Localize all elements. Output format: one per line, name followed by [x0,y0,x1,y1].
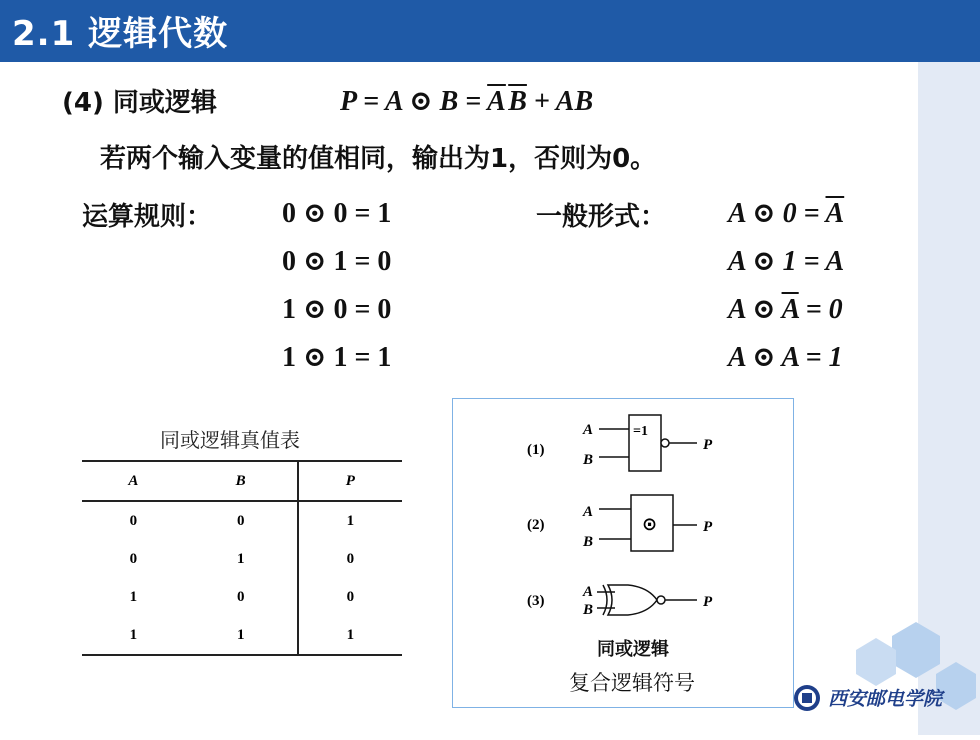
decorative-hexagons [836,600,976,740]
table-cell: 0 [129,550,138,567]
table-cell: 1 [129,588,138,605]
symbol-caption: 复合逻辑符号 [569,671,695,695]
table-cell: 0 [346,550,355,567]
university-logo [790,680,976,716]
symbol3-input-b: B [583,602,594,618]
symbol1-input-b: B [583,452,594,468]
table-header-row [82,461,402,501]
table-cell: 1 [346,512,355,529]
rule-item: 1 ⊙ 0 = 0 [282,294,392,325]
rule-item: 0 ⊙ 0 = 1 [282,198,392,229]
table-row [82,540,402,578]
hexagon-shape [892,622,940,678]
section-label: (4) 同或逻辑 [62,88,217,118]
general-item3-post: = 0 [798,294,843,325]
symbol2-input-a: A [583,504,594,520]
general-item: A ⊙ A = 1 [728,342,843,373]
rules-label: 运算规则： [82,202,213,232]
table-cell: 0 [185,578,298,616]
formula-a-bar: $\overline{A}$ [487,86,506,117]
table-cell: 0 [185,501,298,540]
symbol3-output: P [703,594,713,610]
table-cell: 0 [129,512,138,529]
symbol3-input-a: A [583,584,594,600]
logic-symbol-panel [452,398,794,708]
general-item [728,292,843,326]
formula-lhs: P = A ⊙ B = [340,86,488,117]
rule-item: 1 ⊙ 1 = 1 [282,342,392,373]
symbol2-input-b: B [583,534,594,550]
table-cell: 1 [298,616,402,655]
symbol1-number: (1) [527,442,545,458]
general-item [728,196,844,230]
table-cell: 1 [82,616,185,655]
emblem-icon [792,683,822,713]
xnor-operator-icon: ⊙ [642,514,658,535]
truth-table-title: 同或逻辑真值表 [160,428,300,452]
table-row [82,578,402,616]
symbol1-input-a: A [583,422,594,438]
description-text: 若两个输入变量的值相同，输出为1，否则为0。 [100,144,657,174]
general-item: A ⊙ 1 = A [728,246,845,277]
xnor-gate-icon [597,585,697,615]
general-item1-bar: $\overline{A}$ [825,198,845,229]
general-item3-bar: $\overline{A}$ [781,294,799,325]
symbol2-output: P [703,519,713,535]
symbol-caption-bold: 同或逻辑 [597,639,669,660]
table-row [82,616,402,655]
table-cell: 1 [185,540,298,578]
rule-item: 0 ⊙ 1 = 0 [282,246,392,277]
truth-table [82,460,402,656]
general-label: 一般形式： [536,202,667,232]
col-header: B [185,461,298,501]
table-cell: 0 [346,588,355,605]
col-header: A [82,461,185,501]
gate1-label: =1 [633,424,648,439]
general-item1-text: A ⊙ 0 = [728,198,826,229]
table-row [82,501,402,540]
table-cell: 1 [185,616,298,655]
inversion-bubble [661,439,669,447]
formula-b-bar: $\overline{B}$ [508,86,527,117]
page-title: 2.1 逻辑代数 [12,14,229,54]
general-item3-text: A ⊙ [728,294,782,325]
logo-text: 西安邮电学院 [828,688,943,710]
symbol1-output: P [703,437,713,453]
symbol2-number: (2) [527,517,545,533]
formula-rest: + AB [526,86,594,117]
col-header: P [298,461,402,501]
hexagon-shape [856,638,896,686]
header-bar [0,0,980,62]
xnor-formula [340,84,593,118]
symbol3-number: (3) [527,593,545,609]
